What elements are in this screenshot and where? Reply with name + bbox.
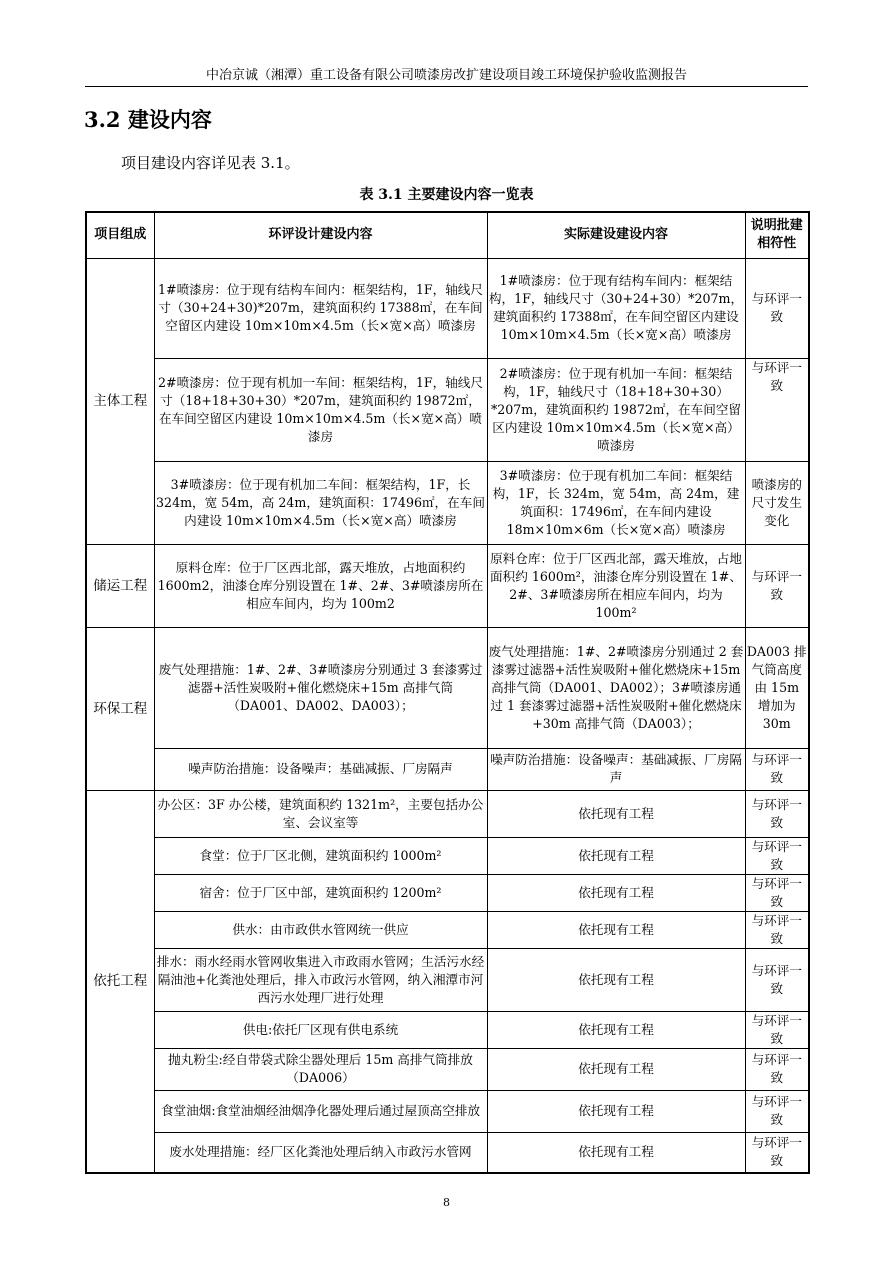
actual-cell: 依托现有工程 bbox=[487, 911, 745, 948]
actual-cell: 依托现有工程 bbox=[487, 1132, 745, 1173]
actual-cell: 2#喷漆房：位于现有机加一车间：框架结构，1F，轴线尺寸（18+18+30+30）*207m，建筑面积约 19872㎡，在车间空留区内建设 10m×10m×4.5m（长×宽×高）喷漆房 bbox=[487, 358, 745, 461]
design-cell: 废气处理措施：1#、2#、3#喷漆房分别通过 3 套漆雾过滤器+活性炭吸附+催化燃烧床+15m 高排气筒（DA001、DA002、DA003）； bbox=[154, 627, 487, 748]
conformity-cell: 与环评一致 bbox=[745, 911, 809, 948]
table-row bbox=[86, 837, 809, 874]
actual-cell: 噪声防治措施：设备噪声：基础减振、厂房隔声 bbox=[487, 748, 745, 790]
page-header: 中冶京诚（湘潭）重工设备有限公司喷漆房改扩建设项目竣工环境保护验收监测报告 bbox=[85, 64, 808, 87]
design-cell: 原料仓库：位于厂区西北部，露天堆放，占地面积约 1600m2，油漆仓库分别设置在 1#、2#、3#喷漆房所在相应车间内，均为 100m2 bbox=[154, 544, 487, 627]
actual-cell: 依托现有工程 bbox=[487, 1011, 745, 1048]
conformity-cell: 与环评一致 bbox=[745, 1132, 809, 1173]
header-cell: 说明批建相符性 bbox=[745, 212, 809, 258]
category-cell: 依托工程 bbox=[86, 790, 154, 1173]
actual-cell: 依托现有工程 bbox=[487, 790, 745, 837]
table-row bbox=[86, 627, 809, 748]
table-row bbox=[86, 258, 809, 358]
table-row bbox=[86, 1090, 809, 1132]
table-row bbox=[86, 911, 809, 948]
actual-cell: 1#喷漆房：位于现有结构车间内：框架结构，1F，轴线尺寸（30+24+30）*207m，建筑面积约 17388㎡，在车间空留区内建设 10m×10m×4.5m（长×宽×高）喷漆房 bbox=[487, 258, 745, 358]
table-row bbox=[86, 790, 809, 837]
actual-cell: 原料仓库：位于厂区西北部，露天堆放，占地面积约 1600m²，油漆仓库分别设置在 1#、2#、3#喷漆房所在相应车间内，均为 100m² bbox=[487, 544, 745, 627]
design-cell: 废水处理措施：经厂区化粪池处理后纳入市政污水管网 bbox=[154, 1132, 487, 1173]
design-cell: 食堂油烟:食堂油烟经油烟净化器处理后通过屋顶高空排放 bbox=[154, 1090, 487, 1132]
conformity-cell: 与环评一致 bbox=[745, 874, 809, 911]
category-cell: 主体工程 bbox=[86, 258, 154, 544]
design-cell: 噪声防治措施：设备噪声：基础减振、厂房隔声 bbox=[154, 748, 487, 790]
design-cell: 宿舍：位于厂区中部，建筑面积约 1200m² bbox=[154, 874, 487, 911]
actual-cell: 依托现有工程 bbox=[487, 1048, 745, 1090]
conformity-cell: 与环评一致 bbox=[745, 1048, 809, 1090]
table-row bbox=[86, 874, 809, 911]
category-cell: 储运工程 bbox=[86, 544, 154, 627]
design-cell: 供电:依托厂区现有供电系统 bbox=[154, 1011, 487, 1048]
actual-cell: 依托现有工程 bbox=[487, 1090, 745, 1132]
header-cell: 项目组成 bbox=[86, 212, 154, 258]
category-cell: 环保工程 bbox=[86, 627, 154, 790]
actual-cell: 依托现有工程 bbox=[487, 874, 745, 911]
actual-cell: 3#喷漆房：位于现有机加二车间：框架结构，1F，长 324m，宽 54m，高 24m，建筑面积：17496㎡，在车间内建设 18m×10m×6m（长×宽×高）喷漆房 bbox=[487, 461, 745, 544]
design-cell: 1#喷漆房：位于现有结构车间内：框架结构，1F，轴线尺寸（30+24+30)*207m，建筑面积约 17388㎡，在车间空留区内建设 10m×10m×4.5m（长×宽×高）喷漆房 bbox=[154, 258, 487, 358]
design-cell: 供水：由市政供水管网统一供应 bbox=[154, 911, 487, 948]
table-header-row bbox=[86, 212, 809, 258]
table-row bbox=[86, 358, 809, 461]
design-cell: 3#喷漆房：位于现有机加二车间：框架结构，1F，长 324m，宽 54m，高 24m，建筑面积：17496㎡，在车间内建设 10m×10m×4.5m（长×宽×高）喷漆房 bbox=[154, 461, 487, 544]
table-row bbox=[86, 1048, 809, 1090]
conformity-cell: 与环评一致 bbox=[745, 837, 809, 874]
header-cell: 环评设计建设内容 bbox=[154, 212, 487, 258]
table-row bbox=[86, 461, 809, 544]
table-row bbox=[86, 1011, 809, 1048]
table-row bbox=[86, 748, 809, 790]
conformity-cell: DA003 排气筒高度由 15m 增加为 30m bbox=[745, 627, 809, 748]
header-cell: 实际建设建设内容 bbox=[487, 212, 745, 258]
table-title: 表 3.1 主要建设内容一览表 bbox=[359, 187, 534, 203]
construction-content-table bbox=[85, 211, 810, 1174]
table-row bbox=[86, 948, 809, 1011]
conformity-cell: 与环评一致 bbox=[745, 948, 809, 1011]
design-cell: 食堂：位于厂区北侧，建筑面积约 1000m² bbox=[154, 837, 487, 874]
conformity-cell: 喷漆房的尺寸发生变化 bbox=[745, 461, 809, 544]
conformity-cell: 与环评一致 bbox=[745, 748, 809, 790]
design-cell: 2#喷漆房：位于现有机加一车间：框架结构，1F，轴线尺寸（18+18+30+30）*207m，建筑面积约 19872㎡，在车间空留区内建设 10m×10m×4.5m（长×宽×高）喷漆房 bbox=[154, 358, 487, 461]
table-row bbox=[86, 544, 809, 627]
page-number: 8 bbox=[443, 1196, 450, 1209]
section-title: 3.2 建设内容 bbox=[84, 107, 212, 132]
conformity-cell: 与环评一致 bbox=[745, 1011, 809, 1048]
design-cell: 办公区：3F 办公楼，建筑面积约 1321m²，主要包括办公室、会议室等 bbox=[154, 790, 487, 837]
conformity-cell: 与环评一致 bbox=[745, 358, 809, 461]
actual-cell: 依托现有工程 bbox=[487, 948, 745, 1011]
design-cell: 抛丸粉尘:经自带袋式除尘器处理后 15m 高排气筒排放（DA006） bbox=[154, 1048, 487, 1090]
design-cell: 排水：雨水经雨水管网收集进入市政雨水管网；生活污水经隔油池+化粪池处理后，排入市政污水管网，纳入湘潭市河西污水处理厂进行处理 bbox=[154, 948, 487, 1011]
actual-cell: 废气处理措施：1#、2#喷漆房分别通过 2 套漆雾过滤器+活性炭吸附+催化燃烧床+15m 高排气筒（DA001、DA002）；3#喷漆房通过 1 套漆雾过滤器+活性炭吸附+催化燃烧床+30m 高排气筒（DA003）； bbox=[487, 627, 745, 748]
actual-cell: 依托现有工程 bbox=[487, 837, 745, 874]
conformity-cell: 与环评一致 bbox=[745, 790, 809, 837]
conformity-cell: 与环评一致 bbox=[745, 544, 809, 627]
conformity-cell: 与环评一致 bbox=[745, 1090, 809, 1132]
intro-text: 项目建设内容详见表 3.1。 bbox=[121, 154, 300, 172]
conformity-cell: 与环评一致 bbox=[745, 258, 809, 358]
table-row bbox=[86, 1132, 809, 1173]
